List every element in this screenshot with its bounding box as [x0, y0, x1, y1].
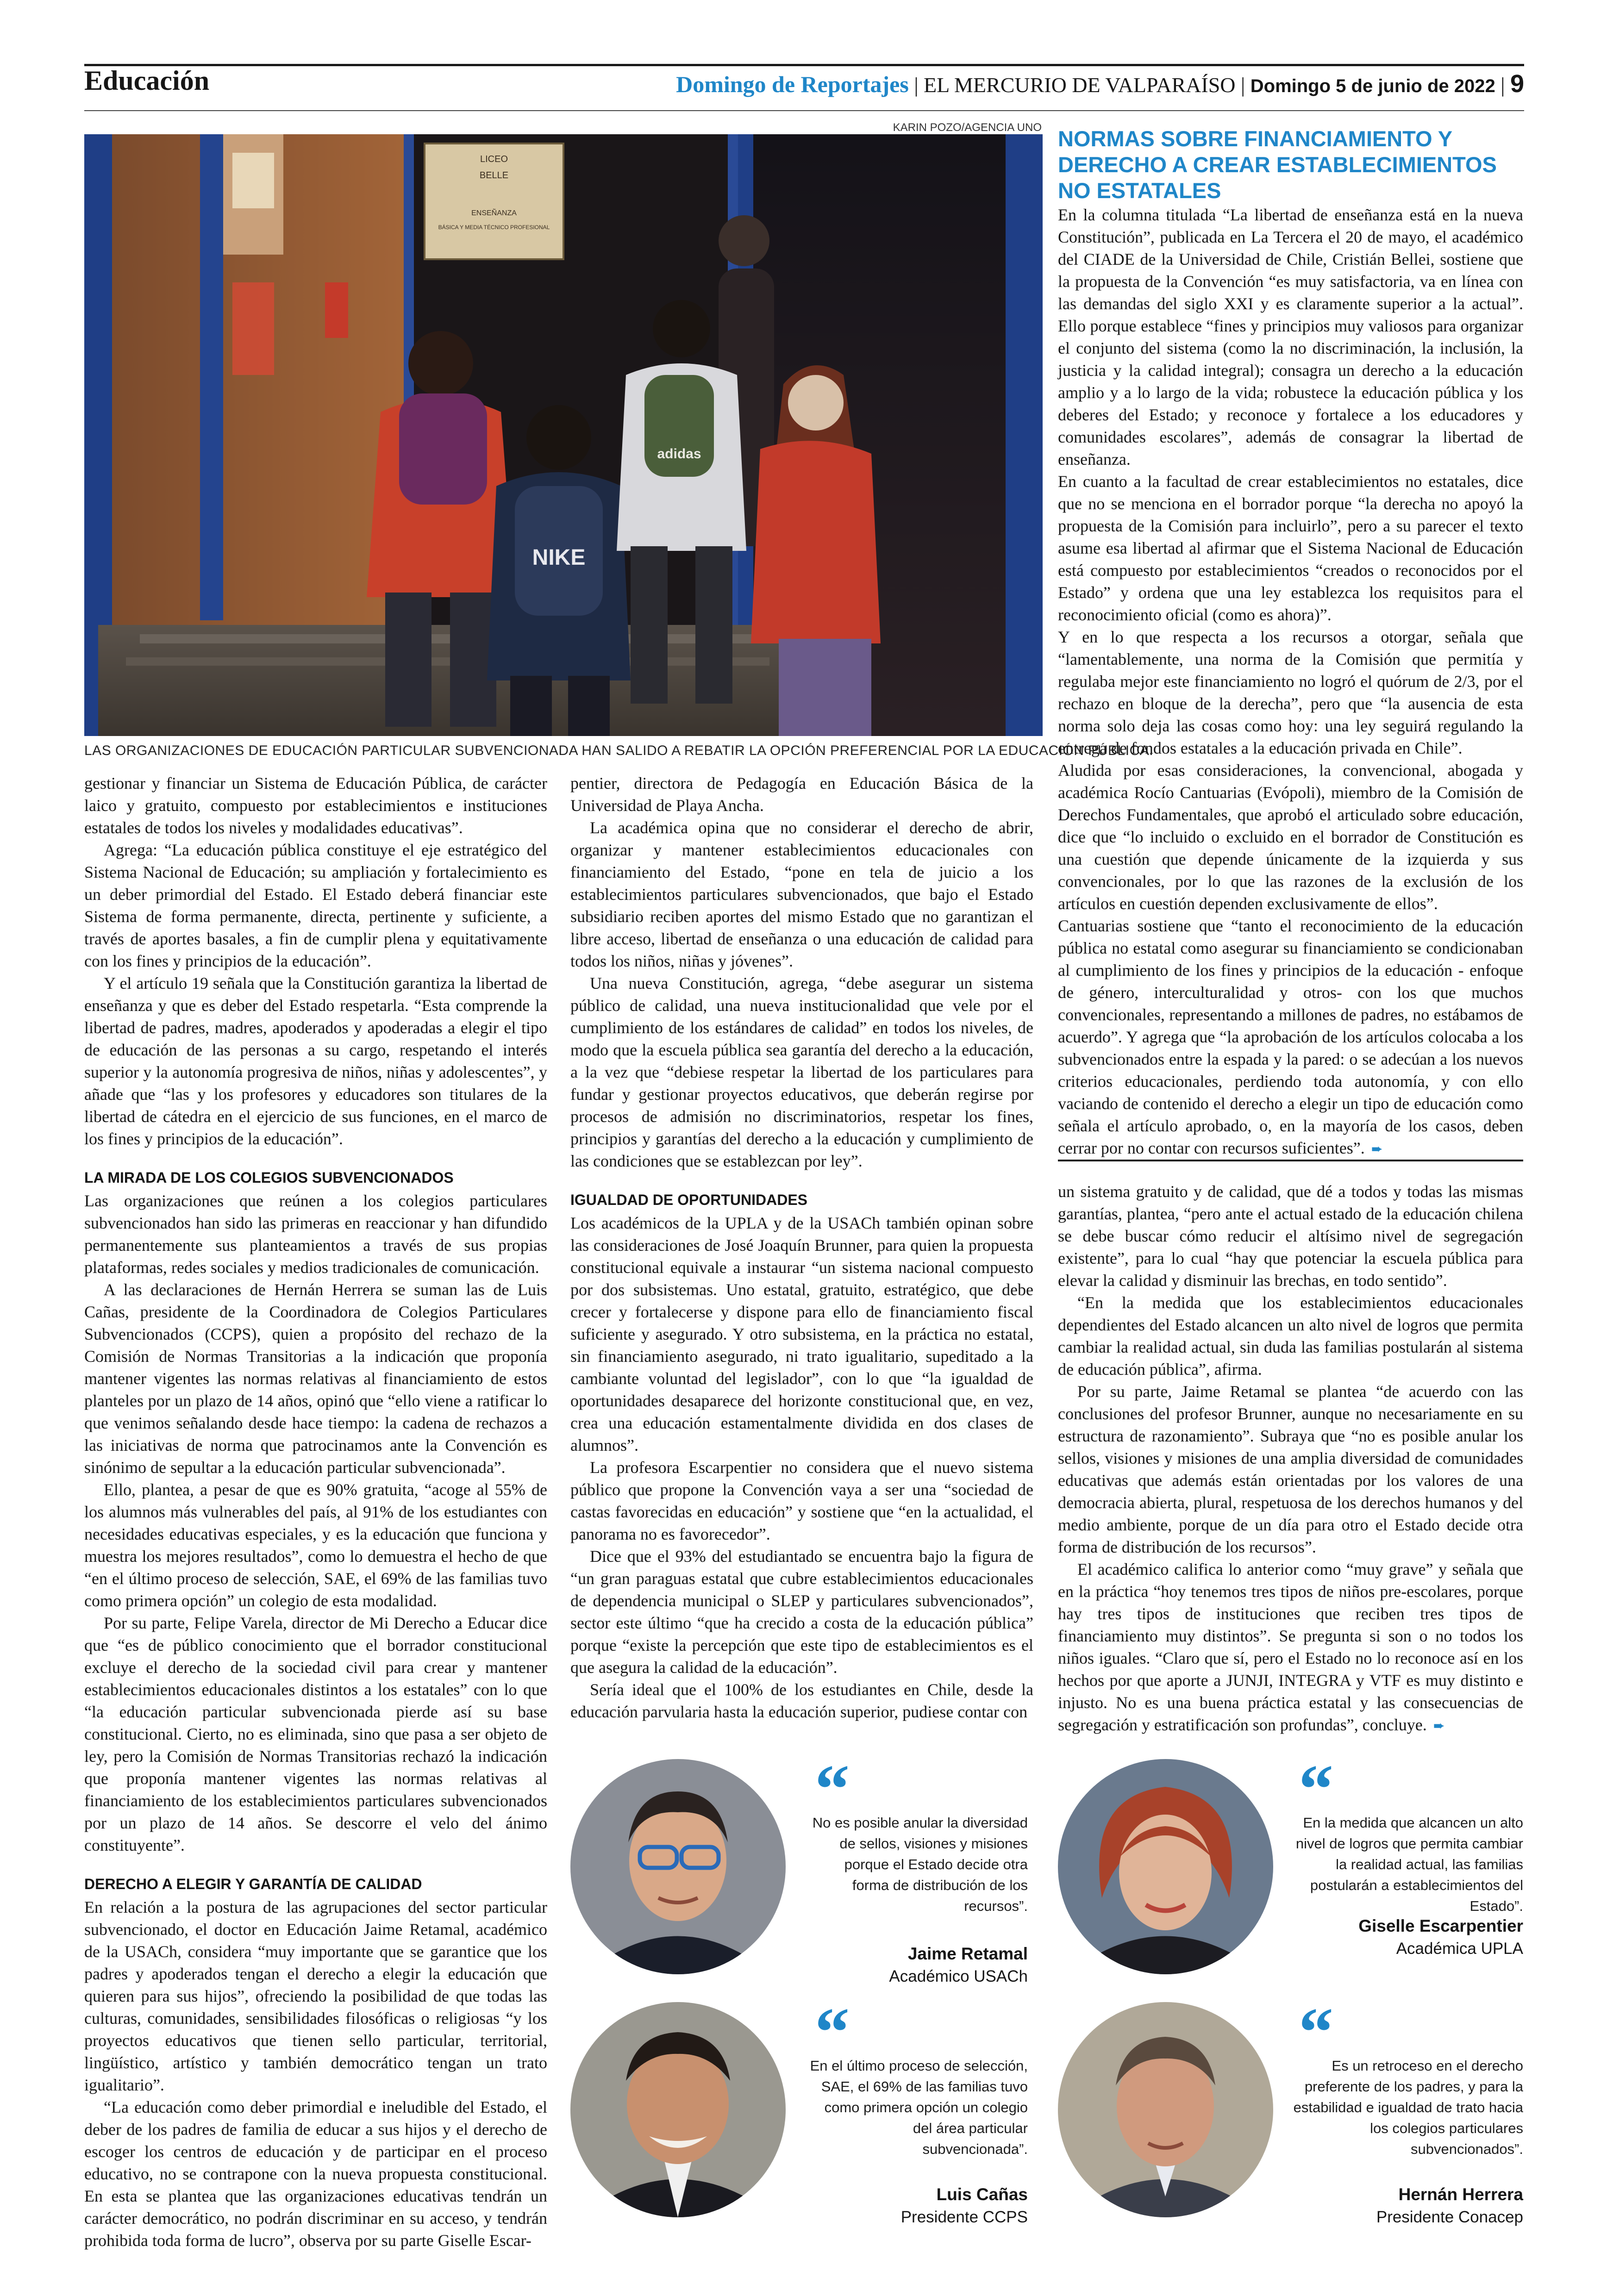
masthead	[676, 69, 1524, 98]
portrait-hernan-herrera	[1058, 2002, 1273, 2217]
quote-author-name: Luis Cañas	[936, 2185, 1028, 2204]
paragraph: “En la medida que los establecimientos educacionales dependientes del Estado alcancen un alto nivel de logros que permita cambiar la realidad actual, sin duda las familias postularán al sistema de educación pública”, afirma.	[1058, 1293, 1523, 1379]
portrait-avatar	[570, 2002, 786, 2217]
paragraph: En relación a la postura de las agrupaciones del sector particular subvencionado, el doctor en Educación Jaime Retamal, académico de la USACh, considera “muy importante que se garantice que los padres y apoderados tengan el derecho a elegir la educación que quieren para sus hijos”, ofreciendo la posibilidad de que todas las culturas, comunidades, sensibilidades filosóficas o religiosas “y los proyectos educativos que tienen sello particular, territorial, lingüístico, artístico y también democrático tengan un trato igualitario”.	[84, 1898, 547, 2094]
quote-text: En la medida que alcancen un alto nivel de logros que permita cambiar la realidad actual, las familias postularán a establecimientos del Estado”.	[1295, 1815, 1523, 1914]
portrait-luis-canas	[570, 2002, 786, 2217]
article-column-3	[1058, 1180, 1523, 1737]
svg-text:LICEO: LICEO	[480, 154, 508, 164]
quote-author-role: Presidente CCPS	[900, 2208, 1028, 2226]
school-sign	[425, 144, 563, 259]
paragraph: pentier, directora de Pedagogía en Educación Básica de la Universidad de Playa Ancha.	[570, 774, 1033, 815]
paragraph: “La educación como deber primordial e ineludible del Estado, el deber de los padres de familia de educar a sus hijos y el derecho de escoger los centros de educación y de participar en el proceso educativo, no se contrapone con la nueva propuesta constitucional. En esta se plantea que las organizaciones educativas tendrán un carácter democrático, no podrán discriminar en su acceso, y tendrán prohibida toda forma de lucro”, observa por su parte Giselle Escar-	[84, 2098, 547, 2250]
header-top-rule	[84, 64, 1524, 66]
sidebar-body	[1058, 204, 1523, 1160]
article-column-2	[570, 772, 1033, 1723]
quote-open-icon: “	[1299, 1751, 1333, 1828]
subheading: DERECHO A ELEGIR Y GARANTÍA DE CALIDAD	[84, 1876, 422, 1892]
quote-author-name: Hernán Herrera	[1398, 2185, 1523, 2204]
masthead-newspaper: EL MERCURIO DE VALPARAÍSO	[924, 73, 1236, 97]
quote-author-role: Académico USACh	[889, 1967, 1028, 1985]
paragraph: A las declaraciones de Hernán Herrera se suman las de Luis Cañas, presidente de la Coordinadora de Colegios Particulares Subvencionados (CCPS), quien a propósito del rechazo de la Comisión de Normas Transitorias a la indicación que proponía mantener vigentes las normas relativas al financiamiento de estos planteles por un plazo de 14 años, opinó que “ello viene a ratificar lo que venimos señalando desde hace tiempo: la cadena de rechazos a las iniciativas de norma que patrocinamos ante la Convención es sinónimo de sepultar a la educación particular subvencionada”.	[84, 1280, 547, 1477]
paragraph	[1058, 1558, 1523, 1737]
paragraph: Por su parte, Jaime Retamal se plantea “de acuerdo con las conclusiones del profesor Brunner, aunque no necesariamente en su estructura de razonamiento”. Subraya que “no es posible anular los sellos, visiones y misiones de una amplia diversidad de comunidades educativas que además están orientadas por los valores de una democracia abierta, plural, respetuosa de los derechos humanos y del medio ambiente, porque de un día para otro el Estado decide otra forma de distribución de los recursos”.	[1058, 1382, 1523, 1556]
article-column-1	[84, 772, 547, 2252]
section-name: Educación	[84, 65, 210, 96]
quote-author-name: Giselle Escarpentier	[1358, 1916, 1523, 1935]
page-number: 9	[1510, 70, 1524, 98]
photo-credit: KARIN POZO/AGENCIA UNO	[893, 121, 1042, 134]
paragraph: La académica opina que no considerar el derecho de abrir, organizar y mantener establecimientos educacionales con financiamiento del Estado, “pone en tela de juicio a los establecimientos particulares subvencionados, que bajo el Estado subsidiario reciben aportes del mismo Estado que no garantizan el libre acceso, libertad de enseñanza o una educación de calidad para todos los niños, niñas y jóvenes”.	[570, 818, 1033, 970]
subheading: LA MIRADA DE LOS COLEGIOS SUBVENCIONADOS	[84, 1169, 454, 1186]
svg-text:ENSEÑANZA: ENSEÑANZA	[471, 209, 517, 217]
paragraph: Dice que el 93% del estudiantado se encuentra bajo la figura de “un gran paraguas estatal que cubre establecimientos educacionales de dependencia municipal o SLEP y particulares subvencionados”, sector este último “que ha crecido a costa de la educación pública” porque “existe la percepción que este tipo de establecimientos es el que asegura la calidad de la educación”.	[570, 1547, 1033, 1677]
quote-text: No es posible anular la diversidad de sellos, visiones y misiones porque el Estado decide otra forma de distribución de los recursos”.	[812, 1815, 1028, 1914]
masthead-date: Domingo 5 de junio de 2022	[1250, 76, 1495, 96]
quote-open-icon: “	[815, 1994, 850, 2071]
sidebar-bottom-rule	[1058, 1160, 1523, 1161]
photo-caption: LAS ORGANIZACIONES DE EDUCACIÓN PARTICULAR SUBVENCIONADA HAN SALIDO A REBATIR LA OPCIÓN PREFERENCIAL POR LA EDUCACIÓN PÚBLICA.	[84, 743, 1154, 758]
portrait-avatar	[570, 1759, 786, 1974]
quote-author-name: Jaime Retamal	[907, 1944, 1028, 1963]
backpack-brand-label: NIKE	[532, 545, 586, 570]
portrait-jaime-retamal	[570, 1759, 786, 1974]
header-bottom-rule	[84, 110, 1524, 111]
jacket-brand-label: adidas	[657, 446, 701, 462]
paragraph: Por su parte, Felipe Varela, director de Mi Derecho a Educar dice que “es de público conocimiento que el borrador constitucional excluye el derecho de la sociedad civil para crear y mantener establecimientos educacionales distintos a los estatales” con lo que “la educación particular subvencionada pierde así su base constitucional. Cierto, no es eliminada, sino que pasa a ser objeto de ley, pero la Comisión de Normas Transitorias rechazó la indicación que proponía mantener vigentes las normas relativas al financiamiento de los establecimientos particulares subvencionados por un plazo de 14 años. Se descorre el velo del ánimo constituyente”.	[84, 1614, 547, 1854]
quote-author-role: Presidente Conacep	[1376, 2208, 1523, 2226]
paragraph: Las organizaciones que reúnen a los colegios particulares subvencionados han sido las primeras en reaccionar y han difundido permanentemente sus planteamientos a través de sus propias plataformas, redes sociales y medios tradicionales de comunicación.	[84, 1192, 547, 1277]
quote-open-icon: “	[815, 1751, 850, 1828]
paragraph: Sería ideal que el 100% de los estudiantes en Chile, desde la educación parvularia hasta la educación superior, pudiese contar con	[570, 1680, 1033, 1721]
paragraph: Los académicos de la UPLA y de la USACh también opinan sobre las consideraciones de José Joaquín Brunner, para quien la propuesta constitucional equivale a instaurar “un sistema nacional compuesto por dos subsistemas. Uno estatal, gratuito, estratégico, que debe crecer y fortalecerse y dispone para ello de financiamiento fiscal suficiente y asegurado. Y otro subsistema, en la práctica no estatal, sin financiamiento asegurado, ni trato igualitario, supeditado a la cambiante voluntad del legislador”, con lo que “la igualdad de oportunidades desaparece del horizonte constitucional que, en vez, crea una educación estamentalmente dividida en dos clases de alumnos”.	[570, 1214, 1033, 1454]
main-photo	[84, 134, 1043, 736]
quote-text: En el último proceso de selección, SAE, el 69% de las familias tuvo como primera opción un colegio del área particular subvencionada”.	[810, 2058, 1028, 2157]
paragraph: Y el artículo 19 señala que la Constitución garantiza la libertad de enseñanza y que es deber del Estado respetarla. “Esta comprende la libertad de padres, madres, apoderados y apoderadas a elegir el tipo de educación de las personas a su cargo, respetando el interés superior y la autonomía progresiva de niños, niñas y adolescentes”, y añade que “las y los profesores y educadores son titulares de la libertad de cátedra en el ejercicio de sus funciones, en el marco de los fines y principios de la educación”.	[84, 974, 547, 1148]
paragraph: Una nueva Constitución, agrega, “debe asegurar un sistema público de calidad, una nueva institucionalidad que vele por el cumplimiento de los estándares de calidad” en todos los niveles, de modo que la escuela pública sea garantía del derecho a la educación, a la vez que “debiese respetar la libertad de los particulares para fundar y gestionar proyectos educativos, que deberán regirse por procesos de admisión no discriminatorios, respetar los fines, principios y garantías del derecho a la educación y cumplimiento de las condiciones que se establezcan por ley”.	[570, 974, 1033, 1170]
paragraph: Aludida por esas consideraciones, la convencional, abogada y académica Rocío Cantuarias (Evópoli), miembro de la Comisión de Derechos Fundamentales, que aprobó el articulado sobre educación, dice que “lo incluido o excluido en el borrador de Constitución es una cuestión que depende únicamente de la izquierda y sus convencionales, por lo que las razones de la exclusión de los artículos en cuestión dependen exclusivamente de ellos”.	[1058, 761, 1523, 913]
masthead-separator: |	[1501, 73, 1510, 97]
school-entrance-illustration	[84, 134, 1043, 736]
paragraph: En la columna titulada “La libertad de enseñanza está en la nueva Constitución”, publicada en La Tercera el 20 de mayo, el académico del CIADE de la Universidad de Chile, Cristián Bellei, sostiene que la propuesta de la Convención “es muy satisfactoria, va en línea con las demandas del siglo XXI y es claramente superior a la actual”. Ello porque establece “fines y principios muy valiosos para organizar el conjunto del sistema (como la no discriminación, la inclusión, la justicia y la calidad integral); consagra un derecho a la educación amplio y a lo largo de la vida; robustece la educación pública y los deberes del Estado; y reconoce y fortalece a los educadores y comunidades escolares”, además de consagrar la libertad de enseñanza.	[1058, 206, 1523, 468]
quote-text: Es un retroceso en el derecho preferente de los padres, y para la estabilidad e igualdad de trato hacia los colegios particulares subvencionados”.	[1293, 2058, 1523, 2157]
masthead-separator: |	[914, 73, 924, 97]
paragraph: En cuanto a la facultad de crear establecimientos no estatales, dice que no se menciona en el borrador porque “la derecha no apoyó la propuesta de la Comisión para incluirlo”, pero a su parecer el texto asume esa libertad al afirmar que el Sistema Nacional de Educación está compuesto por establecimientos “creados o reconocidos por el Estado” y ordena que una ley establezca los requisitos para el reconocimiento oficial (como es ahora)”.	[1058, 472, 1523, 624]
subheading: IGUALDAD DE OPORTUNIDADES	[570, 1192, 808, 1208]
quote-author-role: Académica UPLA	[1396, 1940, 1523, 1958]
portrait-avatar	[1058, 1759, 1273, 1974]
masthead-brand: Domingo de Reportajes	[676, 71, 909, 97]
paragraph: La profesora Escarpentier no considera que el nuevo sistema público que propone la Convención vaya a ser una “sociedad de castas favorecidas en educación” y sostiene que “en la actualidad, el panorama no es favorecedor”.	[570, 1458, 1033, 1543]
paragraph-text: El académico califica lo anterior como “muy grave” y señala que en la práctica “hoy tenemos tres tipos de niños pre-escolares, porque hay tres tipos de instituciones que reciben tres tipos de financiamiento muy distintos”. Se pregunta si son o no todos los niños iguales. “Claro que sí, pero el Estado no lo reconoce así en los hechos por que aporte a JUNJI, INTEGRA y VTF es muy distinto e injusto. No es una buena práctica estatal y las consecuencias de segregación y estratificación son profundas”, concluye.	[1058, 1560, 1523, 1734]
sidebar-title: NORMAS SOBRE FINANCIAMIENTO Y DERECHO A CREAR ESTABLECIMIENTOS NO ESTATALES	[1058, 126, 1497, 203]
paragraph: Agrega: “La educación pública constituye el eje estratégico del Sistema Nacional de Educación; su ampliación y fortalecimiento es un deber primordial del Estado. El Estado deberá financiar este Sistema de forma permanente, directa, pertinente y suficiente, a través de aportes basales, a fin de cumplir plena y equitativamente con los fines y principios de la educación”.	[84, 841, 547, 970]
portrait-avatar	[1058, 2002, 1273, 2217]
svg-text:BELLE: BELLE	[479, 170, 509, 181]
paragraph-text: Cantuarias sostiene que “tanto el reconocimiento de la educación pública no estatal como asegurar su financiamiento se condicionaban al cumplimiento de los fines y principios de la educación - enfoque de género, interculturalidad y otros- con los que muchos convencionales, representando a millones de padres, no estábamos de acuerdo”. Y agrega que “la aprobación de los artículos colocaba a los subvencionados entre la espada y la pared: o se adecúan a los nuevos criterios educacionales, perdiendo toda autonomía, y con ello vaciando de contenido el derecho a elegir un tipo de educación como señala el artículo aprobado, o, en la mayoría de los casos, deben cerrar por no contar con recursos suficientes”.	[1058, 917, 1523, 1157]
arrow-continue-icon: ➨	[1433, 1718, 1445, 1734]
paragraph: Y en lo que respecta a los recursos a otorgar, señala que “lamentablemente, una norma de la Comisión que permitía y regulaba mejor este financiamiento no logró el quórum de 2/3, por el rechazo en bloque de la derecha”, pero que “la ausencia de esta norma solo deja las cosas como hoy: una ley seguirá regulando la entrega de fondos estatales a la educación privada en Chile”.	[1058, 628, 1523, 757]
quote-open-icon: “	[1299, 1994, 1333, 2071]
arrow-continue-icon: ➨	[1371, 1142, 1383, 1157]
paragraph: un sistema gratuito y de calidad, que dé a todos y todas las mismas garantías, plantea, “pero ante el actual estado de la educación chilena se debe buscar cómo reducir el altísimo nivel de segregación existente”, para lo cual “hay que potenciar la escuela pública para elevar la calidad y disminuir las brechas, en todo sentido”.	[1058, 1182, 1523, 1290]
portrait-giselle-escarpentier	[1058, 1759, 1273, 1974]
masthead-separator: |	[1241, 73, 1251, 97]
paragraph	[1058, 915, 1523, 1160]
svg-text:BÁSICA Y MEDIA TÉCNICO PROFESI: BÁSICA Y MEDIA TÉCNICO PROFESIONAL	[438, 224, 550, 231]
paragraph: Ello, plantea, a pesar de que es 90% gratuita, “acoge al 55% de los alumnos más vulnerables del país, al 91% de los estudiantes con necesidades educativas especiales, y es la educación que funciona y muestra los mejores resultados”, como lo demuestra el hecho de que “en el último proceso de selección, SAE, el 69% de las familias tuvo como primera opción” un colegio de esta modalidad.	[84, 1480, 547, 1610]
paragraph: gestionar y financiar un Sistema de Educación Pública, de carácter laico y gratuito, compuesto por establecimientos e instituciones estatales de todos los niveles y modalidades educativas”.	[84, 774, 547, 837]
